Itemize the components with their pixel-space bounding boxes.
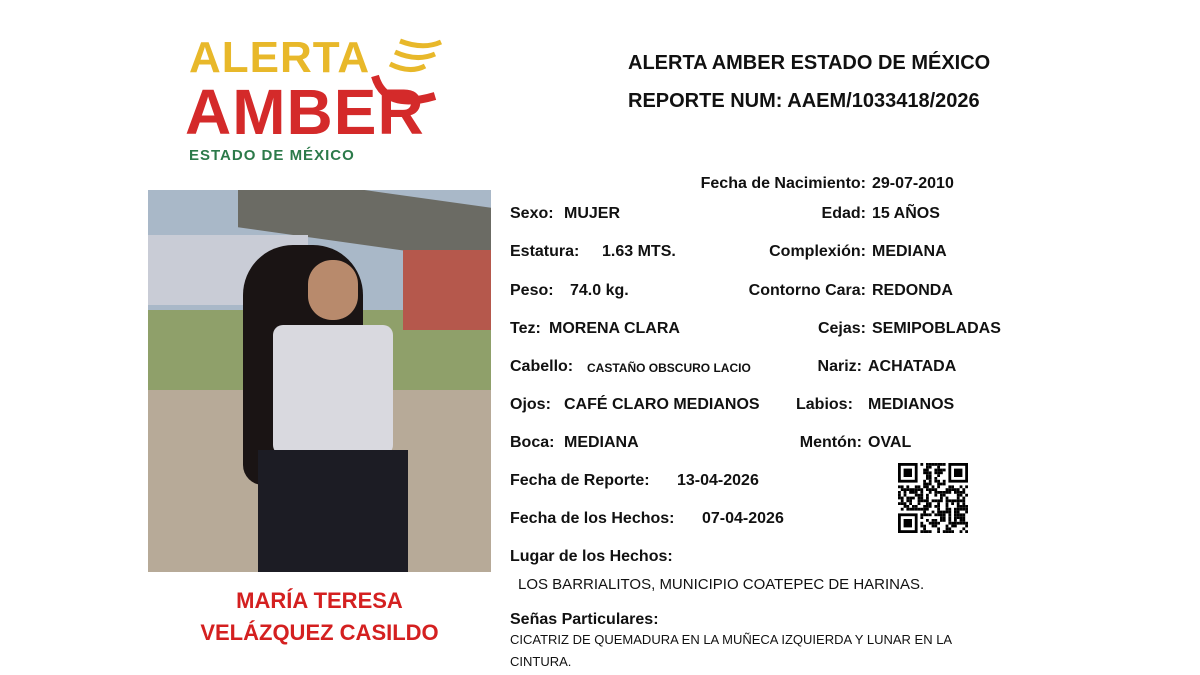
person-name-line1: MARÍA TERESA [236,588,403,613]
birthdate-value: 29-07-2010 [872,175,954,192]
marks-label: Señas Particulares: [510,611,659,628]
eyes-value: CAFÉ CLARO MEDIANOS [564,396,760,413]
birthdate-label: Fecha de Nacimiento: [700,175,866,192]
alerta-amber-logo [185,33,445,166]
nose-value: ACHATADA [868,358,957,375]
event-date-value: 07-04-2026 [702,510,784,527]
logo-line1: ALERTA [189,33,371,82]
build-label: Complexión: [769,243,866,260]
event-date-label: Fecha de los Hechos: [510,510,675,527]
age-label: Edad: [821,205,866,222]
age-value: 15 AÑOS [872,205,940,222]
person-name-line2: VELÁZQUEZ CASILDO [200,620,439,645]
qr-code-icon [898,463,968,533]
sex-label: Sexo: [510,205,554,222]
chin-label: Mentón: [799,434,862,451]
report-date-label: Fecha de Reporte: [510,472,650,489]
hair-label: Cabello: [510,358,574,375]
face-shape-label: Contorno Cara: [748,282,866,299]
complexion-value: MORENA CLARA [549,320,680,337]
location-value: LOS BARRIALITOS, MUNICIPIO COATEPEC DE HARINAS. [518,576,925,593]
missing-person-photo [148,190,491,572]
logo-line3: ESTADO DE MÉXICO [189,147,355,164]
lips-label: Labios: [796,396,853,413]
hair-value: CASTAÑO OBSCURO LACIO [587,361,751,375]
report-date-value: 13-04-2026 [677,472,759,489]
eyebrows-label: Cejas: [817,320,866,337]
logo-signal-icon [355,36,445,116]
weight-label: Peso: [510,282,554,299]
complexion-label: Tez: [510,320,541,337]
header-title: ALERTA AMBER ESTADO DE MÉXICO [628,52,991,74]
marks-value-line2: CINTURA. [510,654,572,669]
report-number: REPORTE NUM: AAEM/1033418/2026 [628,90,980,112]
mouth-value: MEDIANA [564,434,639,451]
height-value: 1.63 MTS. [602,243,676,260]
chin-value: OVAL [868,434,912,451]
face-shape-value: REDONDA [872,282,953,299]
location-label: Lugar de los Hechos: [510,548,673,565]
nose-label: Nariz: [817,358,862,375]
weight-value: 74.0 kg. [570,282,629,299]
eyes-label: Ojos: [510,396,551,413]
mouth-label: Boca: [510,434,555,451]
sex-value: MUJER [564,205,621,222]
build-value: MEDIANA [872,243,947,260]
lips-value: MEDIANOS [868,396,955,413]
marks-value-line1: CICATRIZ DE QUEMADURA EN LA MUÑECA IZQUIERDA Y LUNAR EN LA [510,632,953,647]
height-label: Estatura: [510,243,580,260]
eyebrows-value: SEMIPOBLADAS [872,320,1001,337]
logo-line2: AMBER [185,76,425,148]
